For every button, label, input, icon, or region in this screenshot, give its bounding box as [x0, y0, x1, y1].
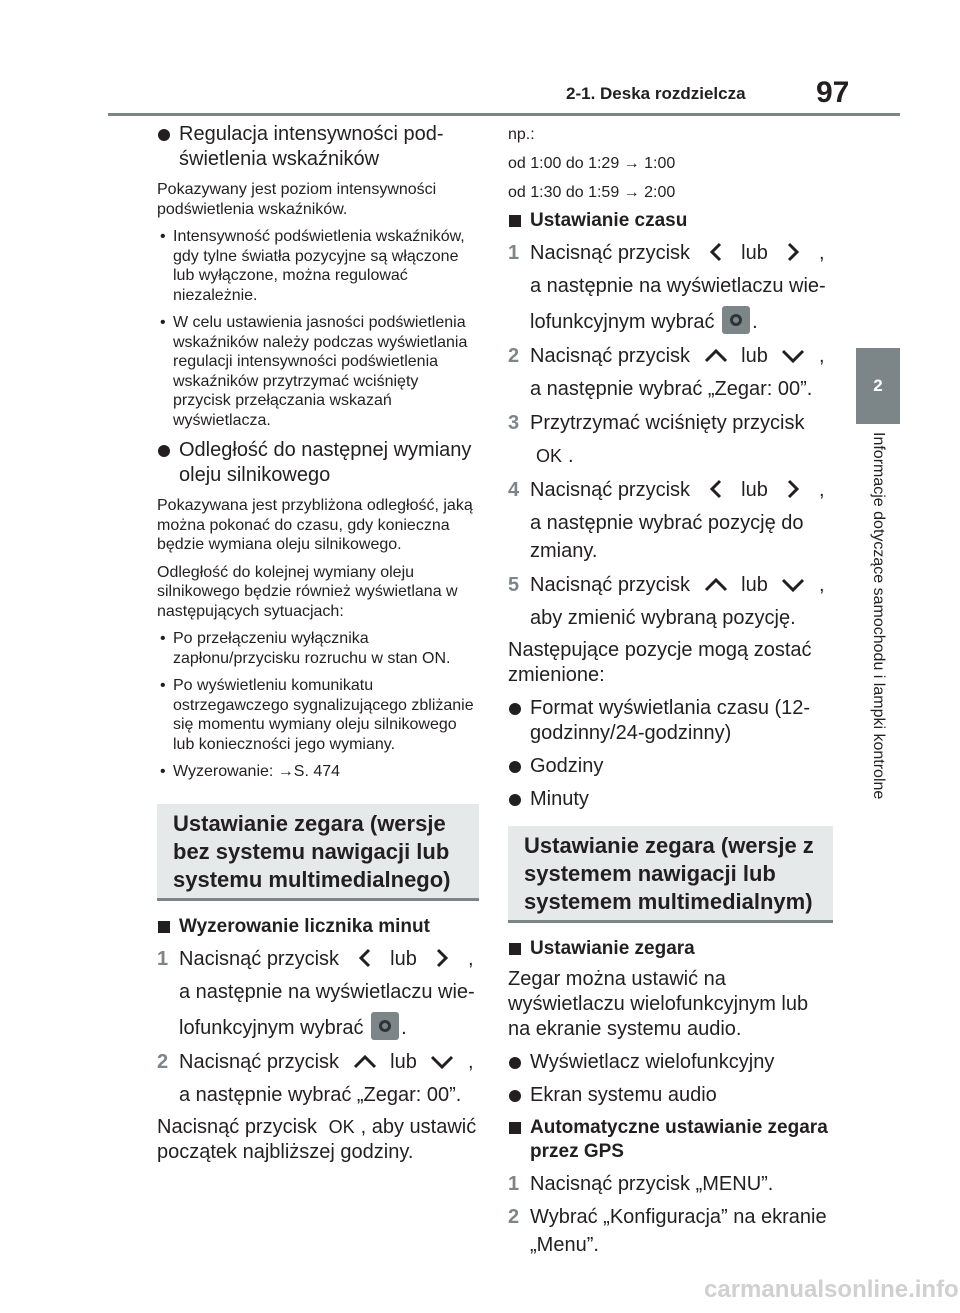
list-item: Minuty — [508, 787, 833, 812]
gps-step-1: 1 Nacisnąć przycisk „MENU”. — [508, 1170, 833, 1198]
step-5: 5 Nacisnąć przycisk lub , — [508, 571, 833, 599]
step-number: 3 — [508, 412, 520, 434]
step-1-cont: a następnie na wyświetlaczu wie- — [179, 980, 475, 1003]
step-3: 3 Przytrzymać wciśnięty przycisk — [508, 409, 833, 437]
ok-button-symbol: OK — [328, 1116, 355, 1137]
chevron-down-icon — [773, 345, 813, 365]
chevron-down-icon — [773, 574, 813, 594]
bullet-item: • Wyzerowanie: →S. 474 — [157, 762, 479, 782]
subheading-reset-minutes: Wyzerowanie licznika minut — [157, 915, 479, 939]
step-number: 1 — [157, 947, 169, 970]
gear-icon — [722, 306, 750, 334]
step-4: 4 Nacisnąć przycisk lub , — [508, 476, 833, 504]
bullet-item: • Po przełączeniu wyłącznika zapłonu/przycisku rozruchu w stan ON. — [157, 629, 479, 668]
chevron-up-icon — [696, 345, 736, 365]
chevron-up-icon — [345, 1051, 385, 1071]
bullet-item: • Intensywność podświetlenia wskaźników, gdy tylne światła pozycyjne są włączone lub wyłączone, można regulować niezależnie. — [157, 227, 479, 305]
example-line: od 1:30 do 1:59 → 2:00 — [508, 184, 676, 201]
paragraph: Nacisnąć przycisk OK , aby ustawić początek najbliższej godziny. — [157, 1115, 477, 1163]
chevron-left-icon — [345, 948, 385, 968]
step-number: 1 — [508, 1173, 520, 1195]
chapter-tab: 2 — [856, 348, 900, 424]
step-2: 2 Nacisnąć przycisk lub , — [508, 342, 833, 370]
chevron-right-icon — [422, 948, 462, 968]
step-1-cont: lofunkcyjnym wybrać . — [157, 1012, 479, 1042]
chevron-down-icon — [422, 1051, 462, 1071]
step-number: 5 — [508, 574, 520, 596]
chevron-up-icon — [696, 574, 736, 594]
subheading-gps: Automatyczne ustawianie zegara przez GPS — [508, 1116, 833, 1164]
bullet-item: • Po wyświetleniu komunikatu ostrzegawczego sygnalizującego zbliżanie się momentu wymiany oleju silnikowego lub konieczności jego wymiany. — [157, 676, 479, 754]
section-title: 2-1. Deska rozdzielcza — [566, 84, 746, 103]
step-number: 2 — [508, 1206, 520, 1228]
paragraph: Następujące pozycje mogą zostać zmienione: — [508, 639, 812, 686]
page-header — [0, 0, 960, 120]
gps-step-2: 2 Wybrać „Konfiguracja” na ekranie „Menu”. — [508, 1203, 833, 1259]
step-1-cont: lofunkcyjnym wybrać . — [508, 306, 833, 336]
section-box-with-nav: Ustawianie zegara (wersje z systemem nawigacji lub systemem multimedialnym) — [508, 826, 833, 923]
step-number: 2 — [508, 345, 520, 367]
gear-icon — [371, 1012, 399, 1040]
chevron-right-icon — [773, 479, 813, 499]
step-2-cont: a następnie wybrać „Zegar: 00”. — [179, 1083, 462, 1106]
step-2: 2 Nacisnąć przycisk lub , — [157, 1048, 479, 1076]
example-label: np.: — [508, 126, 535, 143]
paragraph: Pokazywana jest przybliżona odległość, jaką można pokonać do czasu, gdy konieczna będzie wymiana oleju silnikowego. — [157, 497, 473, 553]
watermark: carmanualsonline.info — [704, 1276, 959, 1303]
heading-backlight: Regulacja intensywności pod-świetlenia wskaźników — [157, 122, 479, 172]
subheading-set-clock: Ustawianie zegara — [508, 937, 833, 961]
ok-button-symbol: OK — [536, 446, 563, 466]
chevron-left-icon — [696, 479, 736, 499]
list-item: Godziny — [508, 754, 833, 779]
header-rule — [108, 113, 900, 116]
bullet-item: • W celu ustawienia jasności podświetlenia wskaźników należy podczas wyświetlania regulacji intensywności podświetlenia wskaźników przytrzymać wciśnięty przycisk przełączania wskazań wyświetlacza. — [157, 313, 479, 430]
step-1: 1 Nacisnąć przycisk lub , — [508, 239, 833, 267]
step-4-cont: a następnie wybrać pozycję do zmiany. — [530, 512, 804, 562]
example-line: od 1:00 do 1:29 → 1:00 — [508, 155, 676, 172]
page-number: 97 — [816, 76, 850, 109]
chevron-right-icon — [773, 242, 813, 262]
step-1-cont: a następnie na wyświetlaczu wie- — [530, 275, 826, 297]
paragraph: Zegar można ustawić na wyświetlaczu wielofunkcyjnym lub na ekranie systemu audio. — [508, 968, 809, 1040]
step-3-cont: OK . — [508, 442, 833, 470]
paragraph: Odległość do kolejnej wymiany oleju silnikowego będzie również wyświetlana w następujących sytuacjach: — [157, 563, 458, 620]
step-number: 4 — [508, 479, 520, 501]
list-item: Format wyświetlania czasu (12-godzinny/24-godzinny) — [508, 696, 833, 746]
chevron-left-icon — [696, 242, 736, 262]
step-2-cont: a następnie wybrać „Zegar: 00”. — [530, 378, 813, 400]
left-column — [157, 122, 479, 1173]
section-box-no-nav: Ustawianie zegara (wersje bez systemu nawigacji lub systemu multimedialnego) — [157, 804, 479, 901]
list-item: Ekran systemu audio — [508, 1083, 833, 1108]
list-item: Wyświetlacz wielofunkcyjny — [508, 1050, 833, 1075]
paragraph: Pokazywany jest poziom intensywności podświetlenia wskaźników. — [157, 181, 437, 218]
step-number: 2 — [157, 1050, 169, 1073]
heading-oil-change: Odległość do następnej wymiany oleju silnikowego — [157, 438, 479, 488]
step-5-cont: aby zmienić wybraną pozycję. — [530, 607, 796, 629]
right-column — [508, 122, 833, 1264]
subheading-set-time: Ustawianie czasu — [508, 209, 833, 233]
step-number: 1 — [508, 242, 520, 264]
step-1: 1 Nacisnąć przycisk lub , — [157, 945, 479, 973]
